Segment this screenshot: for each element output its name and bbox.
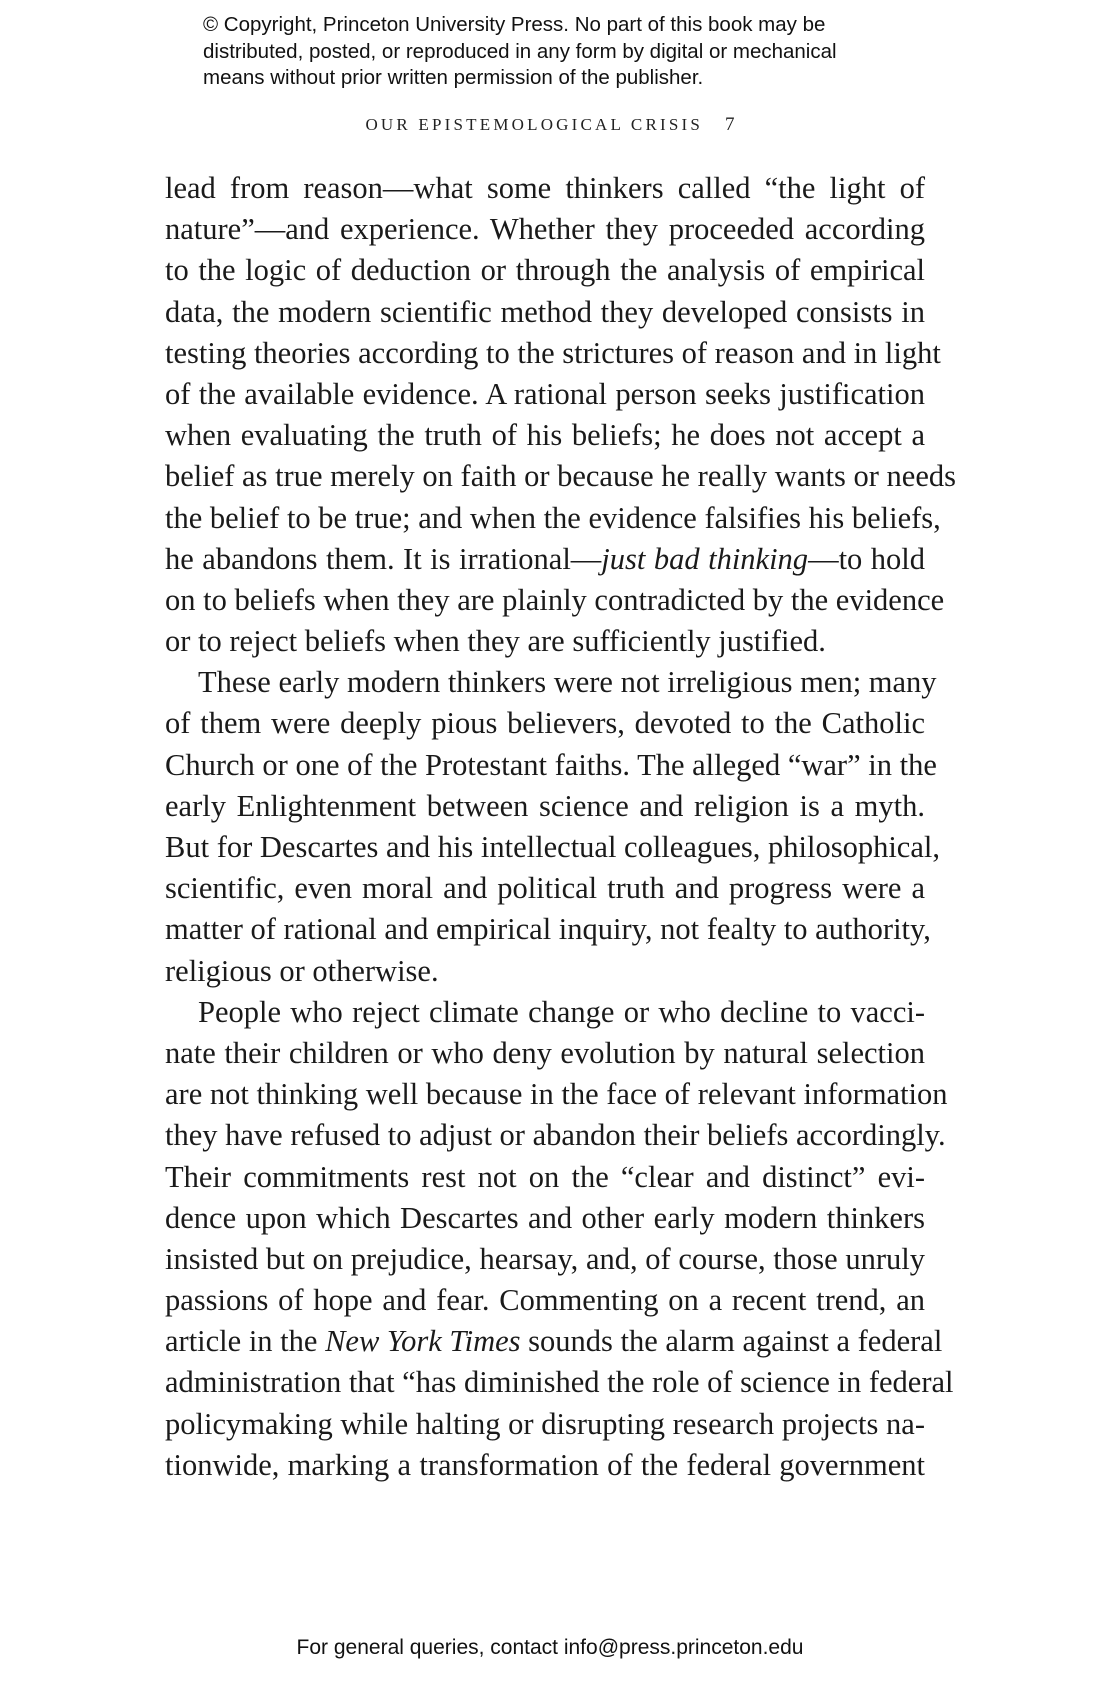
text-line: These early modern thinkers were not irreligious men; many (198, 665, 937, 700)
text-line: tionwide, marking a transformation of the federal government (165, 1447, 925, 1482)
text-line: insisted but on prejudice, hearsay, and, of course, those unruly (165, 1241, 925, 1276)
text-line: of the available evidence. A rational person seeks justification (165, 376, 925, 411)
text-segment: —to hold (808, 541, 925, 576)
text-line: Their commitments rest not on the “clear and distinct” evi- (165, 1159, 925, 1194)
text-line: on to beliefs when they are plainly contradicted by the evidence (165, 582, 945, 617)
copyright-line: means without prior written permission of the publisher. (203, 66, 704, 89)
text-line: passions of hope and fear. Commenting on a recent trend, an (165, 1283, 925, 1318)
text-line: data, the modern scientific method they developed consists in (165, 294, 925, 329)
text-line: belief as true merely on faith or because he really wants or needs (165, 459, 956, 494)
text-line: scientific, even moral and political truth and progress were a (165, 871, 925, 906)
text-line: administration that “has diminished the role of science in federal (165, 1365, 954, 1400)
text-line: policymaking while halting or disrupting research projects na- (165, 1406, 925, 1441)
copyright-notice (203, 12, 963, 92)
running-head-title: OUR EPISTEMOLOGICAL CRISIS (365, 115, 704, 134)
page-number: 7 (725, 114, 735, 135)
text-line: testing theories according to the strictures of reason and in light (165, 335, 941, 370)
footer-contact: For general queries, contact info@press.princeton.edu (296, 1636, 804, 1659)
text-line: religious or otherwise. (165, 953, 439, 988)
copyright-line: © Copyright, Princeton University Press. No part of this book may be (203, 13, 826, 36)
text-line: dence upon which Descartes and other early modern thinkers (165, 1200, 925, 1235)
body-text (165, 168, 956, 1486)
text-line: are not thinking well because in the face of relevant information (165, 1077, 948, 1112)
text-line: the belief to be true; and when the evidence falsifies his beliefs, (165, 500, 941, 535)
italic-text: just bad thinking (601, 541, 809, 576)
text-line: nature”—and experience. Whether they proceeded according (165, 212, 925, 247)
text-line: matter of rational and empirical inquiry, not fealty to authority, (165, 912, 931, 947)
text-line (165, 539, 925, 580)
text-line: early Enlightenment between science and religion is a myth. (165, 788, 925, 823)
text-line: they have refused to adjust or abandon their beliefs accordingly. (165, 1118, 946, 1153)
text-segment: he abandons them. It is irrational— (165, 541, 602, 576)
text-line: of them were deeply pious believers, devoted to the Catholic (165, 706, 925, 741)
text-line: People who reject climate change or who decline to vacci- (198, 994, 925, 1029)
text-line: to the logic of deduction or through the analysis of empirical (165, 253, 925, 288)
text-line: when evaluating the truth of his beliefs; he does not accept a (165, 418, 925, 453)
text-segment: sounds the alarm against a federal (520, 1324, 943, 1359)
text-line: or to reject beliefs when they are sufficiently justified. (165, 624, 826, 659)
italic-text: New York Times (325, 1324, 521, 1359)
running-head (0, 114, 1100, 136)
text-line (165, 1321, 943, 1362)
text-line: nate their children or who deny evolution by natural selection (165, 1035, 925, 1070)
copyright-line: distributed, posted, or reproduced in any form by digital or mechanical (203, 39, 837, 63)
text-line: Church or one of the Protestant faiths. The alleged “war” in the (165, 747, 937, 782)
text-segment: article in the (165, 1324, 326, 1359)
text-line: But for Descartes and his intellectual colleagues, philosophical, (165, 830, 940, 864)
text-line: lead from reason—what some thinkers called “the light of (165, 171, 925, 205)
